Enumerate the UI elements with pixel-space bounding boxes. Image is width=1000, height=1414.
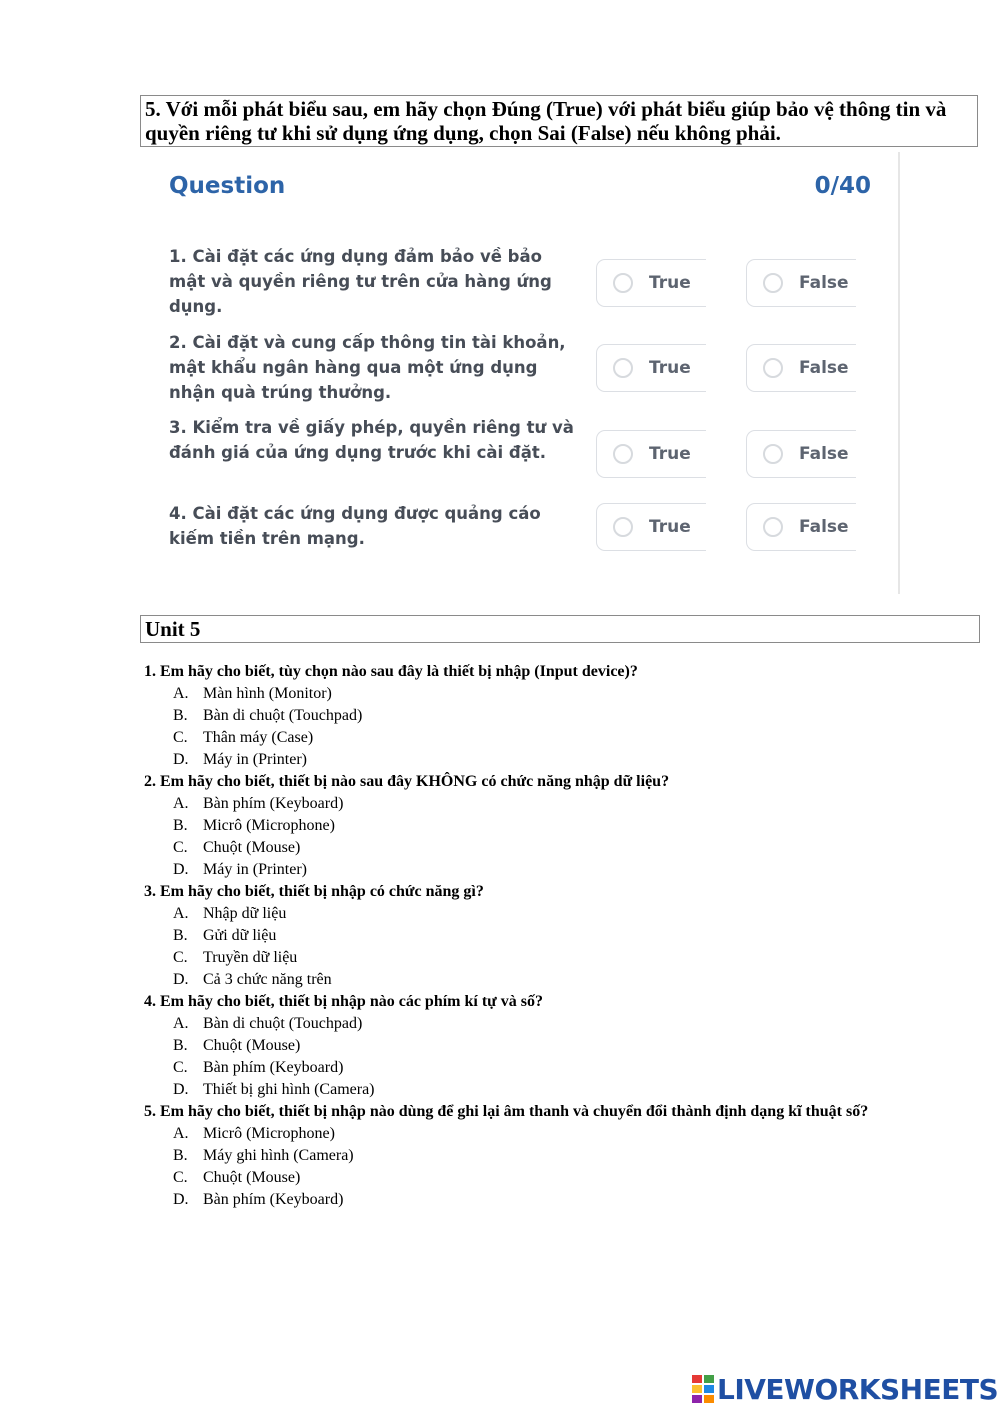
radio-icon[interactable] (763, 444, 783, 464)
false-label: False (799, 358, 849, 378)
answer-letter: A. (173, 905, 189, 922)
question-list (0, 661, 1000, 1211)
true-label: True (649, 273, 691, 293)
true-option[interactable] (596, 430, 706, 478)
answer-letter: C. (173, 1169, 188, 1186)
answer-letter: D. (173, 971, 189, 988)
answer-text: Bàn phím (Keyboard) (203, 795, 344, 812)
quiz-statement: 1. Cài đặt các ứng dụng đảm bảo về bảo mật và quyền riêng tư trên cửa hàng ứng dụng. (169, 247, 552, 316)
answer-option (173, 925, 1000, 947)
logo-square (692, 1395, 702, 1403)
answer-option (173, 859, 1000, 881)
answer-option (173, 947, 1000, 969)
answer-text: Micrô (Microphone) (203, 1125, 335, 1142)
answer-option (173, 749, 1000, 771)
radio-icon[interactable] (613, 273, 633, 293)
answer-letter: C. (173, 729, 188, 746)
answer-text: Micrô (Microphone) (203, 817, 335, 834)
false-label: False (799, 273, 849, 293)
answer-text: Bàn di chuột (Touchpad) (203, 1015, 363, 1032)
answer-letter: C. (173, 949, 188, 966)
quiz-statement: 4. Cài đặt các ứng dụng được quảng cáo kiếm tiền trên mạng. (169, 504, 541, 548)
answer-text: Thân máy (Case) (203, 729, 314, 746)
true-option[interactable] (596, 503, 706, 551)
answer-option (173, 1079, 1000, 1101)
answer-option (173, 1123, 1000, 1145)
answer-letter: B. (173, 817, 188, 834)
answer-text: Chuột (Mouse) (203, 1169, 301, 1186)
answer-text: Bàn phím (Keyboard) (203, 1059, 344, 1076)
answer-option (173, 837, 1000, 859)
logo-square (692, 1375, 702, 1383)
answer-letter: A. (173, 1125, 189, 1142)
false-option[interactable] (746, 503, 856, 551)
answer-text: Cả 3 chức năng trên (203, 971, 332, 988)
question: 3. Em hãy cho biết, thiết bị nhập có chức năng gì? (144, 883, 484, 900)
answer-text: Bàn di chuột (Touchpad) (203, 707, 363, 724)
logo-text: LIVEWORKSHEETS (717, 1372, 999, 1406)
answer-text: Máy in (Printer) (203, 861, 307, 878)
liveworksheets-logo (692, 1372, 998, 1406)
answer-text: Thiết bị ghi hình (Camera) (203, 1081, 375, 1098)
answer-text: Máy in (Printer) (203, 751, 307, 768)
quiz-title: Question (169, 173, 286, 199)
true-label: True (649, 444, 691, 464)
answer-text: Nhập dữ liệu (203, 905, 287, 922)
answer-letter: D. (173, 861, 189, 878)
logo-square (692, 1385, 702, 1393)
answer-option (173, 815, 1000, 837)
false-option[interactable] (746, 430, 856, 478)
quiz-statement: 2. Cài đặt và cung cấp thông tin tài khoản, mật khẩu ngân hàng qua một ứng dụng nhận quà trúng thưởng. (169, 333, 566, 402)
answer-text: Chuột (Mouse) (203, 839, 301, 856)
answer-option (173, 1167, 1000, 1189)
true-label: True (649, 358, 691, 378)
answer-option (173, 1013, 1000, 1035)
answer-letter: B. (173, 707, 188, 724)
quiz-score: 0/40 (814, 173, 871, 199)
quiz-statement: 3. Kiểm tra về giấy phép, quyền riêng tư và đánh giá của ứng dụng trước khi cài đặt. (169, 418, 574, 462)
answer-letter: A. (173, 1015, 189, 1032)
answer-letter: D. (173, 1081, 189, 1098)
answer-option (173, 705, 1000, 727)
answer-text: Màn hình (Monitor) (203, 685, 332, 702)
answer-letter: A. (173, 685, 189, 702)
answer-text: Chuột (Mouse) (203, 1037, 301, 1054)
logo-square (704, 1385, 714, 1393)
answer-text: Bàn phím (Keyboard) (203, 1191, 344, 1208)
radio-icon[interactable] (613, 358, 633, 378)
answer-letter: B. (173, 927, 188, 944)
answer-text: Gửi dữ liệu (203, 927, 277, 944)
answer-option (173, 727, 1000, 749)
radio-icon[interactable] (763, 358, 783, 378)
radio-icon[interactable] (613, 444, 633, 464)
answer-letter: D. (173, 751, 189, 768)
radio-icon[interactable] (763, 273, 783, 293)
answer-option (173, 683, 1000, 705)
answer-letter: C. (173, 1059, 188, 1076)
radio-icon[interactable] (763, 517, 783, 537)
question: 4. Em hãy cho biết, thiết bị nhập nào các phím kí tự và số? (144, 993, 543, 1010)
answer-letter: B. (173, 1147, 188, 1164)
answer-option (173, 793, 1000, 815)
unit-heading: Unit 5 (140, 615, 980, 643)
answer-text: Truyền dữ liệu (203, 949, 298, 966)
answer-letter: B. (173, 1037, 188, 1054)
logo-square (704, 1395, 714, 1403)
answer-option (173, 903, 1000, 925)
answer-option (173, 1057, 1000, 1079)
true-option[interactable] (596, 259, 706, 307)
false-option[interactable] (746, 344, 856, 392)
false-label: False (799, 444, 849, 464)
question: 2. Em hãy cho biết, thiết bị nào sau đây KHÔNG có chức năng nhập dữ liệu? (144, 773, 670, 790)
quiz-panel (150, 152, 900, 594)
liveworksheets-logo-icon (692, 1375, 714, 1403)
answer-letter: C. (173, 839, 188, 856)
false-label: False (799, 517, 849, 537)
answer-option (173, 969, 1000, 991)
answer-letter: A. (173, 795, 189, 812)
question: 1. Em hãy cho biết, tùy chọn nào sau đây là thiết bị nhập (Input device)? (144, 663, 638, 680)
logo-square (704, 1375, 714, 1383)
answer-option (173, 1189, 1000, 1211)
true-option[interactable] (596, 344, 706, 392)
true-label: True (649, 517, 691, 537)
answer-option (173, 1035, 1000, 1057)
radio-icon[interactable] (613, 517, 633, 537)
exercise-prompt: 5. Với mỗi phát biểu sau, em hãy chọn Đúng (True) với phát biểu giúp bảo vệ thông tin và quyền riêng tư khi sử dụng ứng dụng, chọn Sai (False) nếu không phải. (140, 95, 978, 147)
answer-text: Máy ghi hình (Camera) (203, 1147, 354, 1164)
answer-letter: D. (173, 1191, 189, 1208)
false-option[interactable] (746, 259, 856, 307)
answer-option (173, 1145, 1000, 1167)
question: 5. Em hãy cho biết, thiết bị nhập nào dùng để ghi lại âm thanh và chuyển đổi thành định dạng kĩ thuật số? (144, 1103, 869, 1120)
